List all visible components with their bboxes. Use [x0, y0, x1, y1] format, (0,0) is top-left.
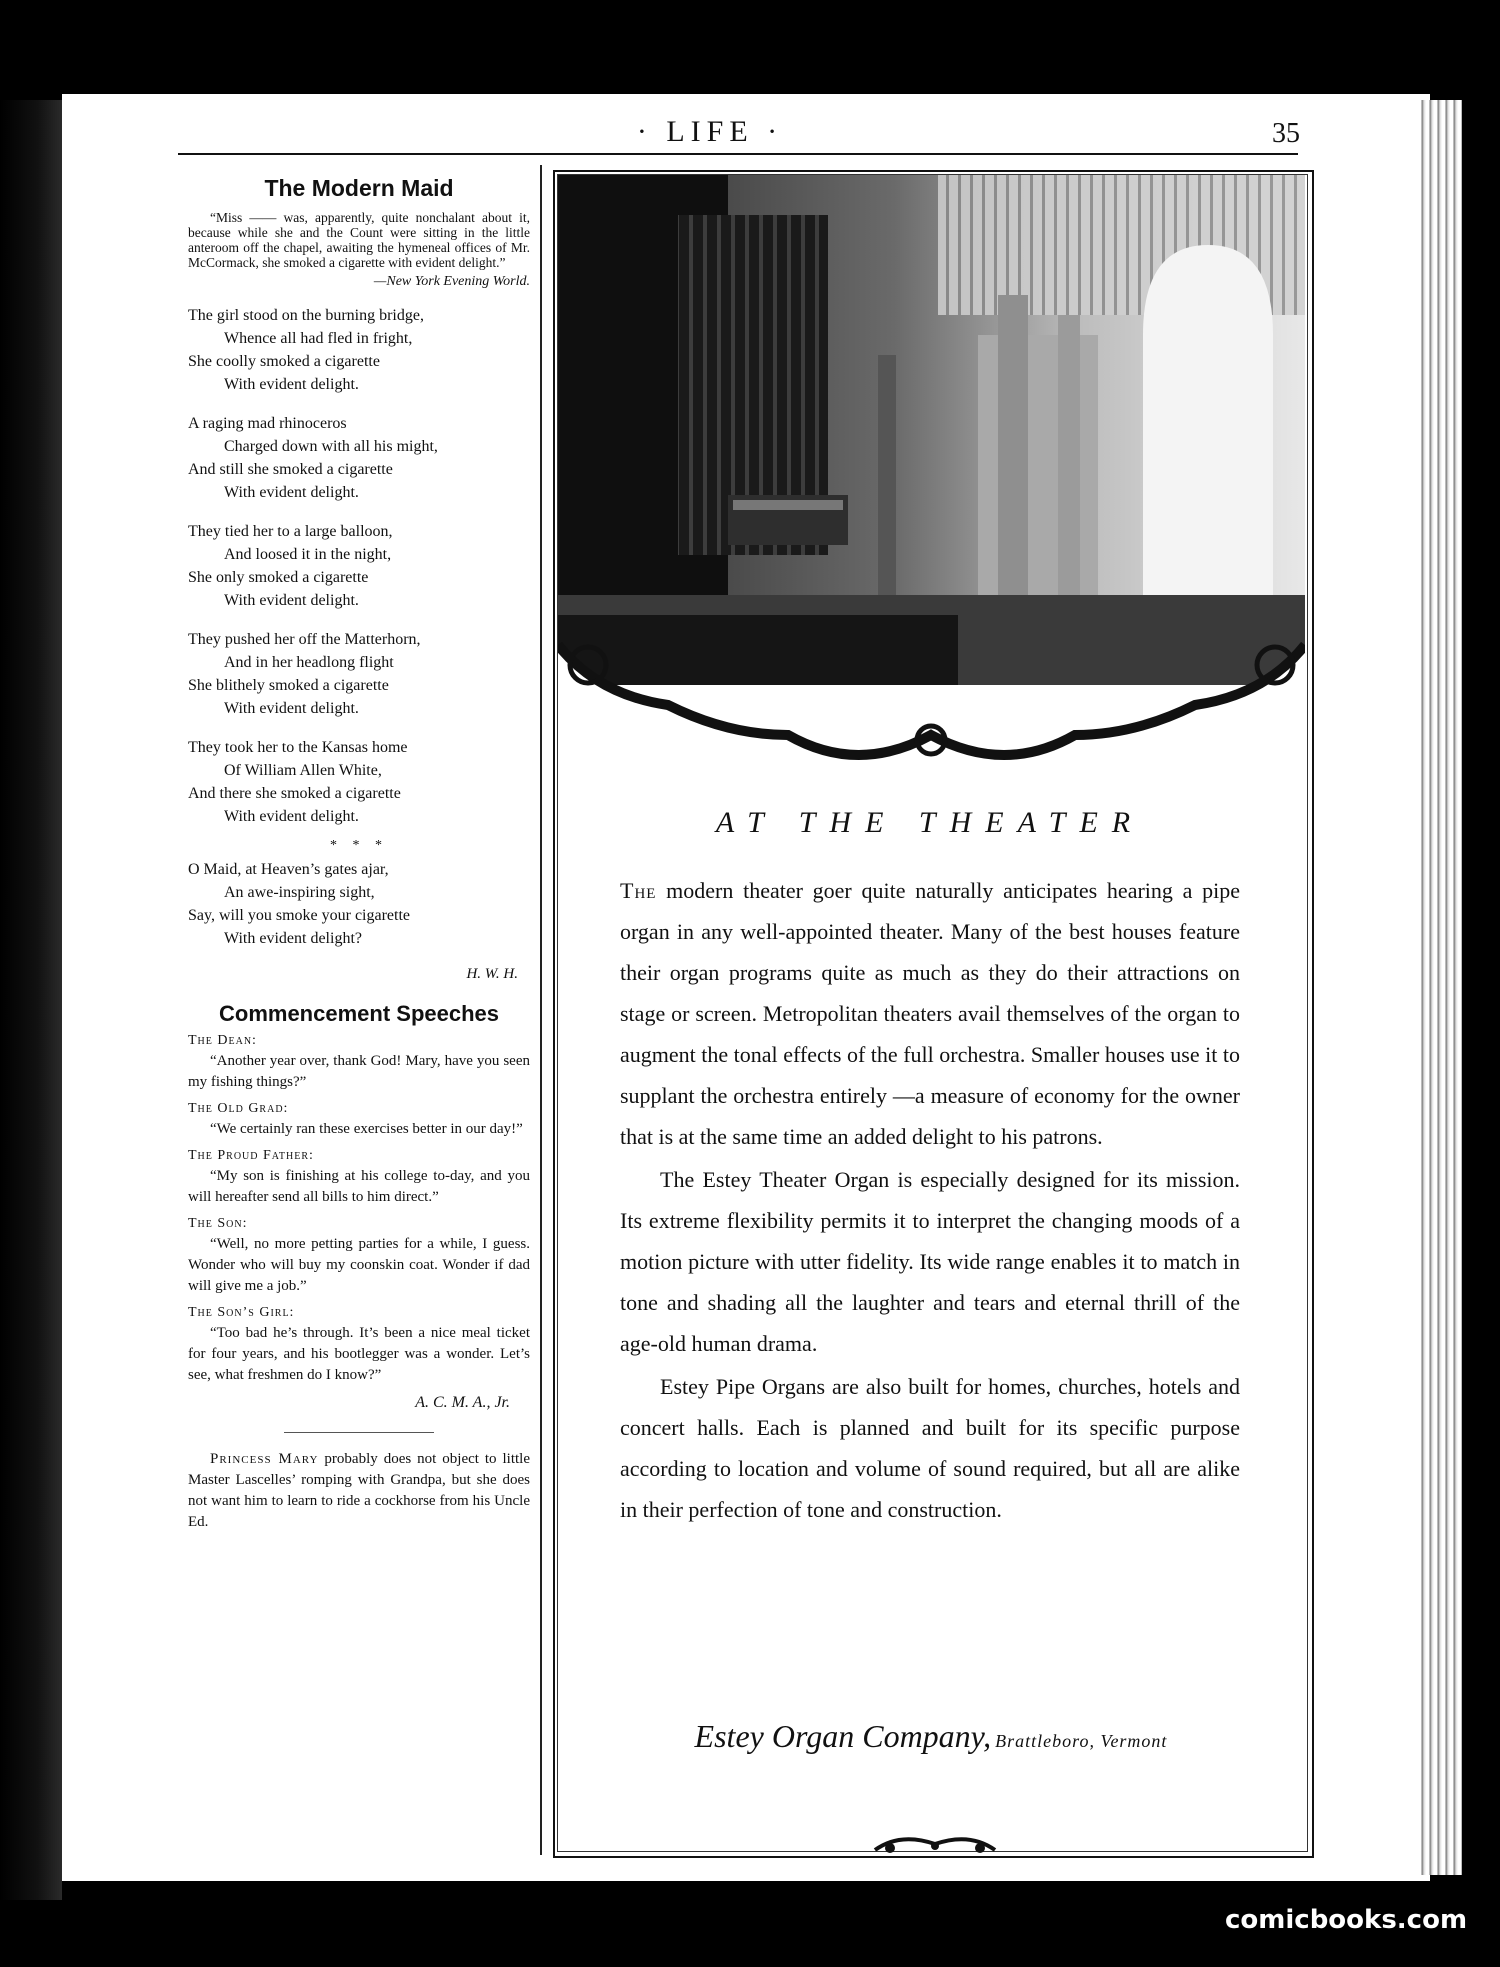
epigraph-source: —New York Evening World. [373, 274, 530, 289]
poem-line: And in her headlong flight [224, 654, 394, 671]
poem-line: With evident delight. [224, 700, 359, 717]
poem-line: They tied her to a large balloon, [188, 523, 393, 540]
running-head: · LIFE · [636, 115, 784, 148]
stanza [188, 628, 530, 720]
site-watermark: comicbooks.com [1225, 1905, 1468, 1935]
poem-line: They took her to the Kansas home [188, 739, 408, 756]
speaker-label: The Old Grad: [188, 1101, 289, 1116]
poem-line: A raging mad rhinoceros [188, 415, 347, 432]
poem-line: She blithely smoked a cigarette [188, 677, 389, 694]
page-number: 35 [1272, 118, 1300, 149]
stanza [188, 304, 530, 396]
speech-text: “Too bad he’s through. It’s been a nice meal ticket for four years, and his bootlegger was a wonder. Let’s see, what freshmen do I know?” [188, 1325, 530, 1383]
note-lead: Princess Mary [210, 1451, 319, 1467]
princess-mary-note [188, 1449, 530, 1533]
poem-line: Of William Allen White, [224, 762, 382, 779]
poem-line: With evident delight. [224, 376, 359, 393]
stanza [188, 520, 530, 612]
speeches-signoff: A. C. M. A., Jr. [415, 1394, 510, 1411]
ad-lead-word: The [620, 878, 657, 903]
section-stars: * * * [330, 838, 388, 853]
speech-text: “My son is finishing at his college to-day, and you will hereafter send all bills to him direct.” [188, 1168, 530, 1205]
ad-paragraph-text: modern theater goer quite naturally anticipates hearing a pipe organ in any well-appointed theater. Many of the best houses feature their organ programs quite as much as they do their attractions on stage or screen. Metropolitan theaters avail themselves of the organ to augment the tonal effects of the full orchestra. Smaller houses use it to supplant the orchestra entirely —a measure of economy for the owner that is at the same time an added delight to his patrons. [620, 878, 1240, 1149]
poem-line: Say, will you smoke your cigarette [188, 907, 411, 924]
speech-text: “Well, no more petting parties for a while, I guess. Wonder who will buy my coonskin coat. Wonder if dad will give me a job.” [188, 1236, 530, 1294]
stanza [188, 412, 530, 504]
poem-line: She only smoked a cigarette [188, 569, 369, 586]
ad-paragraph: The Estey Theater Organ is especially designed for its mission. Its extreme flexibility permits it to interpret the changing moods of a motion picture with utter fidelity. Its wide range enables it to match in tone and shading all the laughter and tears and eternal thrill of the age-old human drama. [620, 1167, 1240, 1356]
stanza [188, 858, 530, 950]
poem-line: And loosed it in the night, [224, 546, 392, 563]
page-edges [1418, 100, 1462, 1875]
column-rule [540, 165, 542, 1855]
stanza [188, 736, 530, 828]
company-location: Brattleboro, Vermont [995, 1731, 1168, 1751]
theater-illustration [558, 175, 1305, 773]
book-spine [0, 100, 62, 1900]
ad-signature [620, 1718, 1242, 1755]
poem-signoff: H. W. H. [466, 966, 518, 982]
header-rule [178, 153, 1298, 155]
ad-body [620, 870, 1240, 1532]
ad-paragraph [620, 870, 1240, 1157]
short-rule [284, 1432, 434, 1433]
ad-paragraph: Estey Pipe Organs are also built for homes, churches, hotels and concert halls. Each is planned and built for its specific purpose according to location and volume of sound required, but all are alike in their perfection of tone and construction. [620, 1374, 1240, 1522]
speech-text: “We certainly ran these exercises better in our day!” [210, 1121, 523, 1137]
note-text: probably does not object to little Master Lascelles’ romping with Grandpa, but she does not want him to learn to ride a cockhorse from his Uncle Ed. [188, 1451, 530, 1530]
left-column [188, 175, 530, 1533]
speaker-label: The Proud Father: [188, 1148, 314, 1163]
poem-line: They pushed her off the Matterhorn, [188, 631, 421, 648]
poem-line: With evident delight? [224, 930, 362, 947]
poem-line: With evident delight. [224, 484, 359, 501]
poem-line: Charged down with all his might, [224, 438, 438, 455]
poem-line: She coolly smoked a cigarette [188, 353, 380, 370]
poem-epigraph: “Miss —— was, apparently, quite nonchalant about it, because while she and the Count were sitting in the little anteroom off the chapel, awaiting the hymeneal offices of Mr. McCormack, she smoked a cigarette with evident delight.” [188, 210, 530, 270]
ad-heading: AT THE THEATER [715, 806, 1145, 839]
poem-line: With evident delight. [224, 808, 359, 825]
poem-line: O Maid, at Heaven’s gates ajar, [188, 861, 389, 878]
speaker-label: The Son: [188, 1216, 248, 1231]
speeches-title: Commencement Speeches [219, 1001, 499, 1026]
poem-line: Whence all had fled in fright, [224, 330, 413, 347]
poem-line: And still she smoked a cigarette [188, 461, 393, 478]
speaker-label: The Son’s Girl: [188, 1305, 295, 1320]
company-name: Estey Organ Company, [694, 1718, 992, 1754]
scroll-ornament-icon [870, 1830, 1000, 1858]
poem-line: With evident delight. [224, 592, 359, 609]
poem-title: The Modern Maid [264, 175, 454, 201]
poem-line: An awe-inspiring sight, [224, 884, 375, 901]
speech-text: “Another year over, thank God! Mary, have you seen my fishing things?” [188, 1053, 530, 1090]
poem-line: The girl stood on the burning bridge, [188, 307, 424, 324]
poem-line: And there she smoked a cigarette [188, 785, 401, 802]
speaker-label: The Dean: [188, 1033, 257, 1048]
